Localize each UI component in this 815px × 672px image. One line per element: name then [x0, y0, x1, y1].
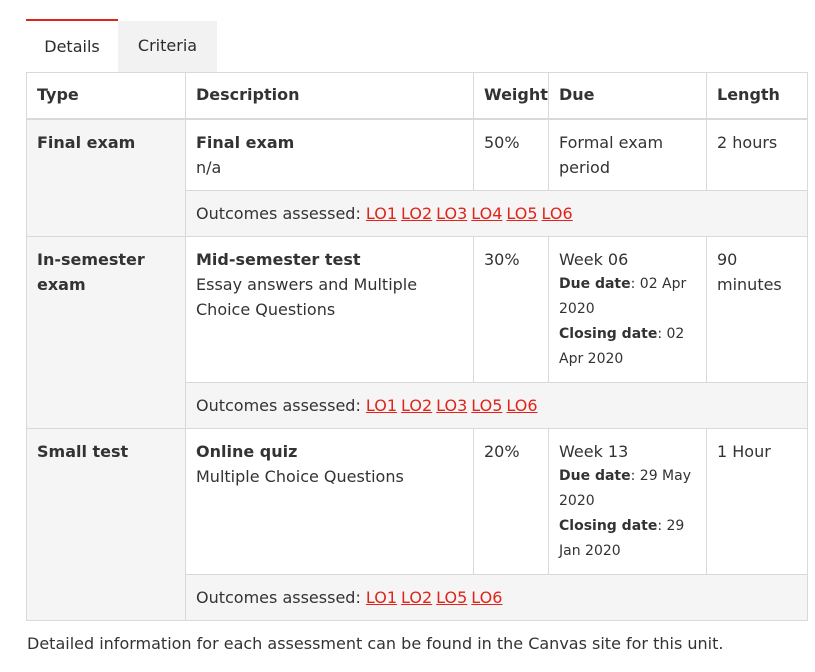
- due-date-value: 29 May 2020: [559, 467, 692, 509]
- assessment-info-note: Detailed information for each assessment can be found in the Canvas site for this unit.: [27, 634, 724, 653]
- closing-date-value: 29 Jan 2020: [559, 517, 685, 559]
- outcomes-label: Outcomes assessed:: [196, 395, 361, 415]
- table-row: [27, 428, 808, 574]
- closing-date: Closing date: 29 Jan 2020: [559, 517, 685, 559]
- outcome-link-lo5[interactable]: LO5: [506, 203, 538, 223]
- assessment-detail: n/a: [196, 157, 222, 177]
- due-date: Due date: 02 Apr 2020: [559, 275, 687, 317]
- outcomes-assessed: [186, 190, 808, 236]
- outcome-link-lo2[interactable]: LO2: [401, 395, 433, 415]
- tab-details[interactable]: Details: [26, 19, 118, 73]
- assessment-weight: 50%: [474, 119, 549, 191]
- assessment-length: 1 Hour: [707, 428, 808, 574]
- header-type: Type: [27, 73, 186, 119]
- assessment-type: Final exam: [27, 119, 186, 237]
- assessment-weight: 30%: [474, 236, 549, 382]
- assessment-detail: Multiple Choice Questions: [196, 466, 404, 486]
- outcomes-assessed: [186, 382, 808, 428]
- assessment-title: Mid-semester test: [196, 249, 361, 269]
- outcome-link-lo3[interactable]: LO3: [436, 395, 468, 415]
- outcome-link-lo6[interactable]: LO6: [541, 203, 573, 223]
- assessment-description: [186, 236, 474, 382]
- closing-date-value: 02 Apr 2020: [559, 325, 685, 367]
- due-date-value: 02 Apr 2020: [559, 275, 687, 317]
- assessment-title: Final exam: [196, 132, 295, 152]
- outcomes-label: Outcomes assessed:: [196, 203, 361, 223]
- outcome-link-lo2[interactable]: LO2: [401, 587, 433, 607]
- due-date-label: Due date: [559, 275, 631, 292]
- due-period: Week 13: [559, 441, 629, 461]
- assessment-description: [186, 428, 474, 574]
- assessment-type: In-semester exam: [27, 236, 186, 428]
- assessment-type: Small test: [27, 428, 186, 620]
- assessment-title: Online quiz: [196, 441, 298, 461]
- outcome-link-lo4[interactable]: LO4: [471, 203, 503, 223]
- header-description: Description: [186, 73, 474, 119]
- assessment-tabs: [26, 19, 807, 73]
- header-due: Due: [549, 73, 707, 119]
- due-period: Week 06: [559, 249, 629, 269]
- table-row: [27, 236, 808, 382]
- due-date: Due date: 29 May 2020: [559, 467, 692, 509]
- assessment-due: [549, 428, 707, 574]
- assessment-length: 2 hours: [707, 119, 808, 191]
- header-length: Length: [707, 73, 808, 119]
- outcome-link-lo2[interactable]: LO2: [401, 203, 433, 223]
- assessment-due: [549, 236, 707, 382]
- due-period: Formal exam period: [559, 132, 664, 177]
- assessment-due: [549, 119, 707, 191]
- assessment-table: [26, 72, 808, 621]
- assessment-length: 90 minutes: [707, 236, 808, 382]
- table-header-row: [27, 73, 808, 119]
- outcome-link-lo1[interactable]: LO1: [365, 587, 398, 607]
- due-date-label: Due date: [559, 467, 631, 484]
- assessment-weight: 20%: [474, 428, 549, 574]
- tab-criteria[interactable]: Criteria: [118, 21, 217, 73]
- outcome-link-lo6[interactable]: LO6: [471, 587, 503, 607]
- outcome-link-lo1[interactable]: LO1: [365, 395, 398, 415]
- outcome-link-lo5[interactable]: LO5: [471, 395, 503, 415]
- outcome-link-lo1[interactable]: LO1: [365, 203, 398, 223]
- assessment-detail: Essay answers and Multiple Choice Questions: [196, 274, 418, 319]
- outcomes-label: Outcomes assessed:: [196, 587, 361, 607]
- closing-date-label: Closing date: [559, 325, 658, 342]
- closing-date-label: Closing date: [559, 517, 658, 534]
- closing-date: Closing date: 02 Apr 2020: [559, 325, 685, 367]
- header-weight: Weight: [474, 73, 549, 119]
- outcomes-assessed: [186, 574, 808, 620]
- table-row: [27, 119, 808, 191]
- outcome-link-lo6[interactable]: LO6: [506, 395, 538, 415]
- outcome-link-lo3[interactable]: LO3: [436, 203, 468, 223]
- assessment-description: [186, 119, 474, 191]
- outcome-link-lo5[interactable]: LO5: [436, 587, 468, 607]
